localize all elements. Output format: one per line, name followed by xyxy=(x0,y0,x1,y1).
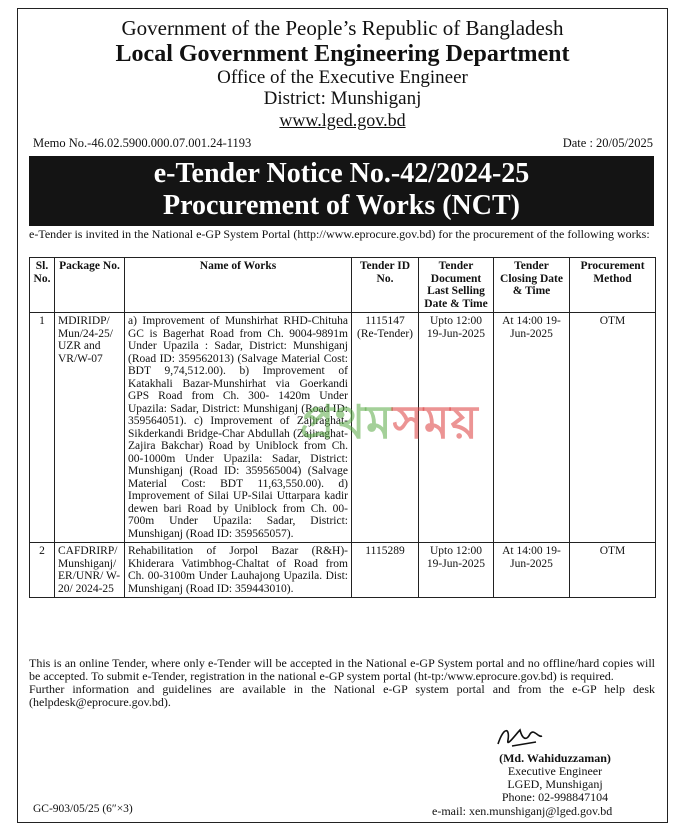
cell-works: Rehabilitation of Jorpol Bazar (R&H)-Khiderara Vatimbhog-Chaltat of Road from Ch. 00-3100m Under Lauhajong Upazila. Dist: Munshiganj (Road ID: 359443010). xyxy=(125,543,352,598)
col-header: Tender Closing Date & Time xyxy=(494,258,570,313)
watermark-logo: প্রথমসময় xyxy=(300,395,479,449)
intro-text: e-Tender is invited in the National e-GP System Portal (http://www.eprocure.gov.bd) for the procurement of the following works: xyxy=(29,227,650,241)
cell-selling: Upto 12:00 19-Jun-2025 xyxy=(419,313,494,543)
col-header: Sl. No. xyxy=(30,258,55,313)
cell-tender-id: 1115289 xyxy=(352,543,419,598)
help-note: Further information and guidelines are available in the National e-GP system portal and from the e-GP help desk (helpdesk@eprocure.gov.bd). xyxy=(29,682,655,709)
gc-code: GC-903/05/25 (6″×3) xyxy=(33,803,133,815)
memo-number: Memo No.-46.02.5900.000.07.001.24-1193 xyxy=(33,136,252,150)
cell-selling: Upto 12:00 19-Jun-2025 xyxy=(419,543,494,598)
col-header: Name of Works xyxy=(125,258,352,313)
signatory-email[interactable]: e-mail: xen.munshiganj@lged.gov.bd xyxy=(432,804,613,818)
department-name: Local Government Engineering Department xyxy=(115,41,570,67)
signatory-block xyxy=(460,752,650,804)
district-line: District: Munshiganj xyxy=(263,88,422,109)
cell-closing: At 14:00 19-Jun-2025 xyxy=(494,543,570,598)
notice-number: e-Tender Notice No.-42/2024-25 xyxy=(153,158,530,189)
signatory-title: Executive Engineer xyxy=(507,764,603,778)
signatory-office: LGED, Munshiganj xyxy=(507,777,603,791)
cell-sl: 1 xyxy=(30,313,55,543)
notice-title-banner xyxy=(29,156,654,226)
col-header: Package No. xyxy=(55,258,125,313)
cell-closing: At 14:00 19-Jun-2025 xyxy=(494,313,570,543)
table-row xyxy=(30,543,656,598)
signature-mark xyxy=(490,716,550,756)
footer-notes xyxy=(29,657,655,709)
online-tender-note: This is an online Tender, where only e-Tender will be accepted in the National e-GP System portal and no offline/hard copies will be accepted. To submit e-Tender, registration in the national e-GP system portal (ht-tp:/www.eprocure.gov.bd) is required. xyxy=(29,656,655,683)
signatory-phone: Phone: 02-998847104 xyxy=(501,790,609,804)
notice-date: Date : 20/05/2025 xyxy=(562,136,653,150)
cell-works: a) Improvement of Munshirhat RHD-Chituha GC is Bagerhat Road from Ch. 9004-9891m Under Upazila : Sadar, District: Munshiganj (Road ID: 359562013) (Salvage Material Cost: BDT 9,74,512.00). b) Improvement of Katakhali Bazar-Munshirhat via Goerkandi GPS Road from Ch. 300- 1420m Under Upazila: Sadar, District: Munshiganj (Road ID: 359564051). c) Improvement of Zajiraghat-Sikderkandi Bridge-Char Abdullah (Zajiraghat-Zajira Bakchar) Road by Uniblock from Ch. 00-1000m Under Upazila: Sadar, District: Munshiganj (Road ID: 359565004) (Salvage Material Cost: BDT 11,63,550.00). d) Improvement of Silai UP-Silai Uttarpara kadir dewen bari Road by Uniblock from Ch. 00-700m Under Upazila: Sadar, District: Munshiganj (Road ID: 359565057). xyxy=(125,313,352,543)
cell-tender-id: 1115147 (Re-Tender) xyxy=(352,313,419,543)
office-line: Office of the Executive Engineer xyxy=(217,67,468,88)
signatory-name: (Md. Wahiduzzaman) xyxy=(499,751,611,765)
col-header: Tender Document Last Selling Date & Time xyxy=(419,258,494,313)
cell-sl: 2 xyxy=(30,543,55,598)
gov-line: Government of the People’s Republic of Bangladesh xyxy=(121,16,564,40)
cell-method: OTM xyxy=(570,543,656,598)
col-header: Procurement Method xyxy=(570,258,656,313)
notice-subtitle: Procurement of Works (NCT) xyxy=(163,190,520,221)
table-header-row xyxy=(30,258,656,313)
cell-package: CAFDRIRP/ Munshiganj/ ER/UNR/ W-20/ 2024-25 xyxy=(55,543,125,598)
cell-package: MDIRIDP/ Mun/24-25/ UZR and VR/W-07 xyxy=(55,313,125,543)
cell-method: OTM xyxy=(570,313,656,543)
col-header: Tender ID No. xyxy=(352,258,419,313)
website-link[interactable]: www.lged.gov.bd xyxy=(279,110,406,130)
